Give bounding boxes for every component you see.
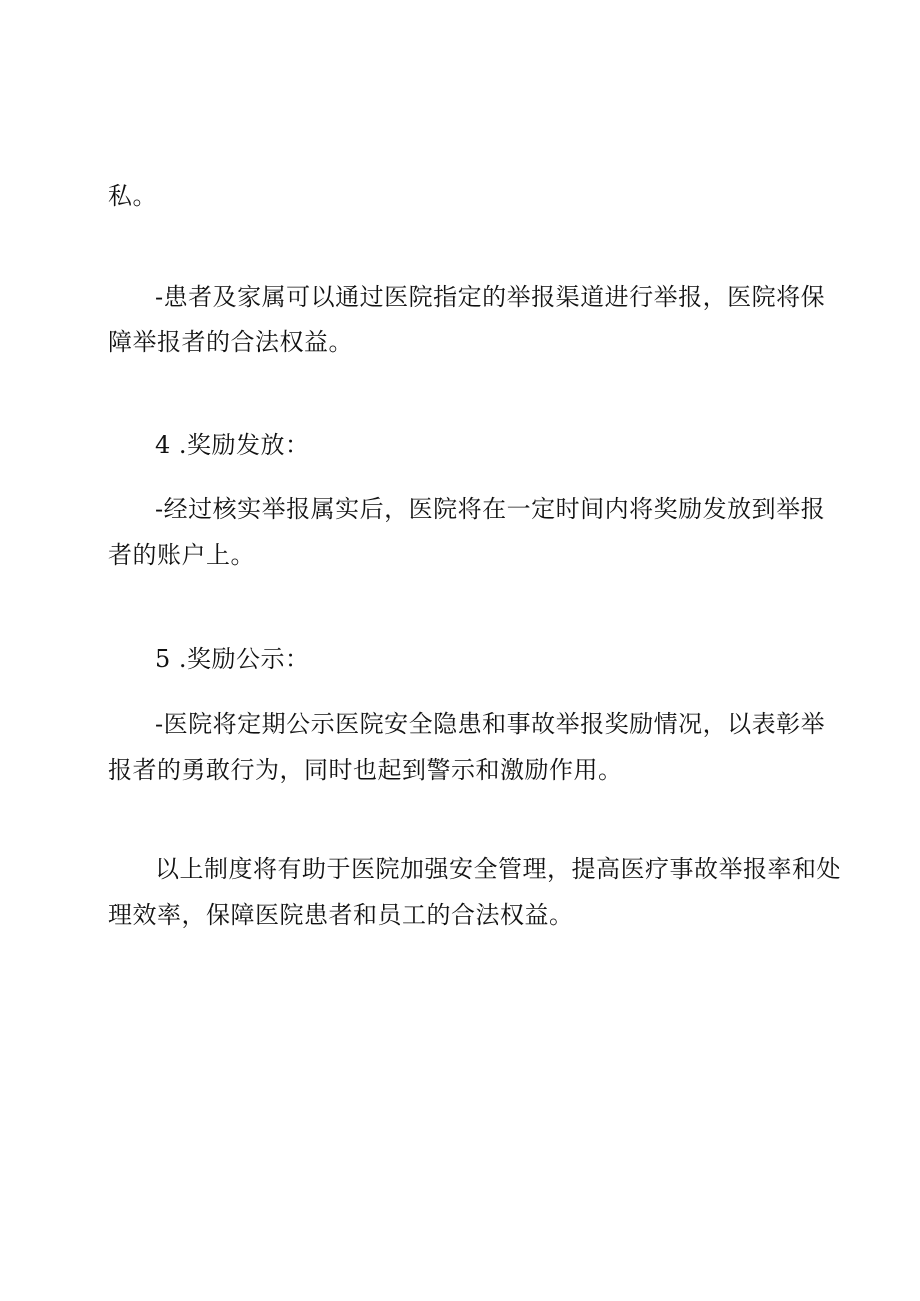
paragraph-line: 以上制度将有助于医院加强安全管理，提高医疗事故举报率和处 bbox=[155, 855, 841, 883]
section-heading: 5 .奖励公示： bbox=[155, 645, 310, 673]
paragraph-line: 理效率，保障医院患者和员工的合法权益。 bbox=[108, 901, 574, 929]
paragraph-line: 私。 bbox=[108, 182, 157, 210]
paragraph-line: 报者的勇敢行为，同时也起到警示和激励作用。 bbox=[108, 756, 623, 784]
paragraph-line: -医院将定期公示医院安全隐患和事故举报奖励情况，以表彰举 bbox=[155, 710, 826, 738]
paragraph-line: -经过核实举报属实后，医院将在一定时间内将奖励发放到举报 bbox=[155, 495, 826, 523]
paragraph-line: -患者及家属可以通过医院指定的举报渠道进行举报，医院将保 bbox=[155, 283, 826, 311]
paragraph-line: 障举报者的合法权益。 bbox=[108, 328, 353, 356]
paragraph-line: 者的账户上。 bbox=[108, 541, 255, 569]
section-heading: 4 .奖励发放： bbox=[155, 431, 310, 459]
